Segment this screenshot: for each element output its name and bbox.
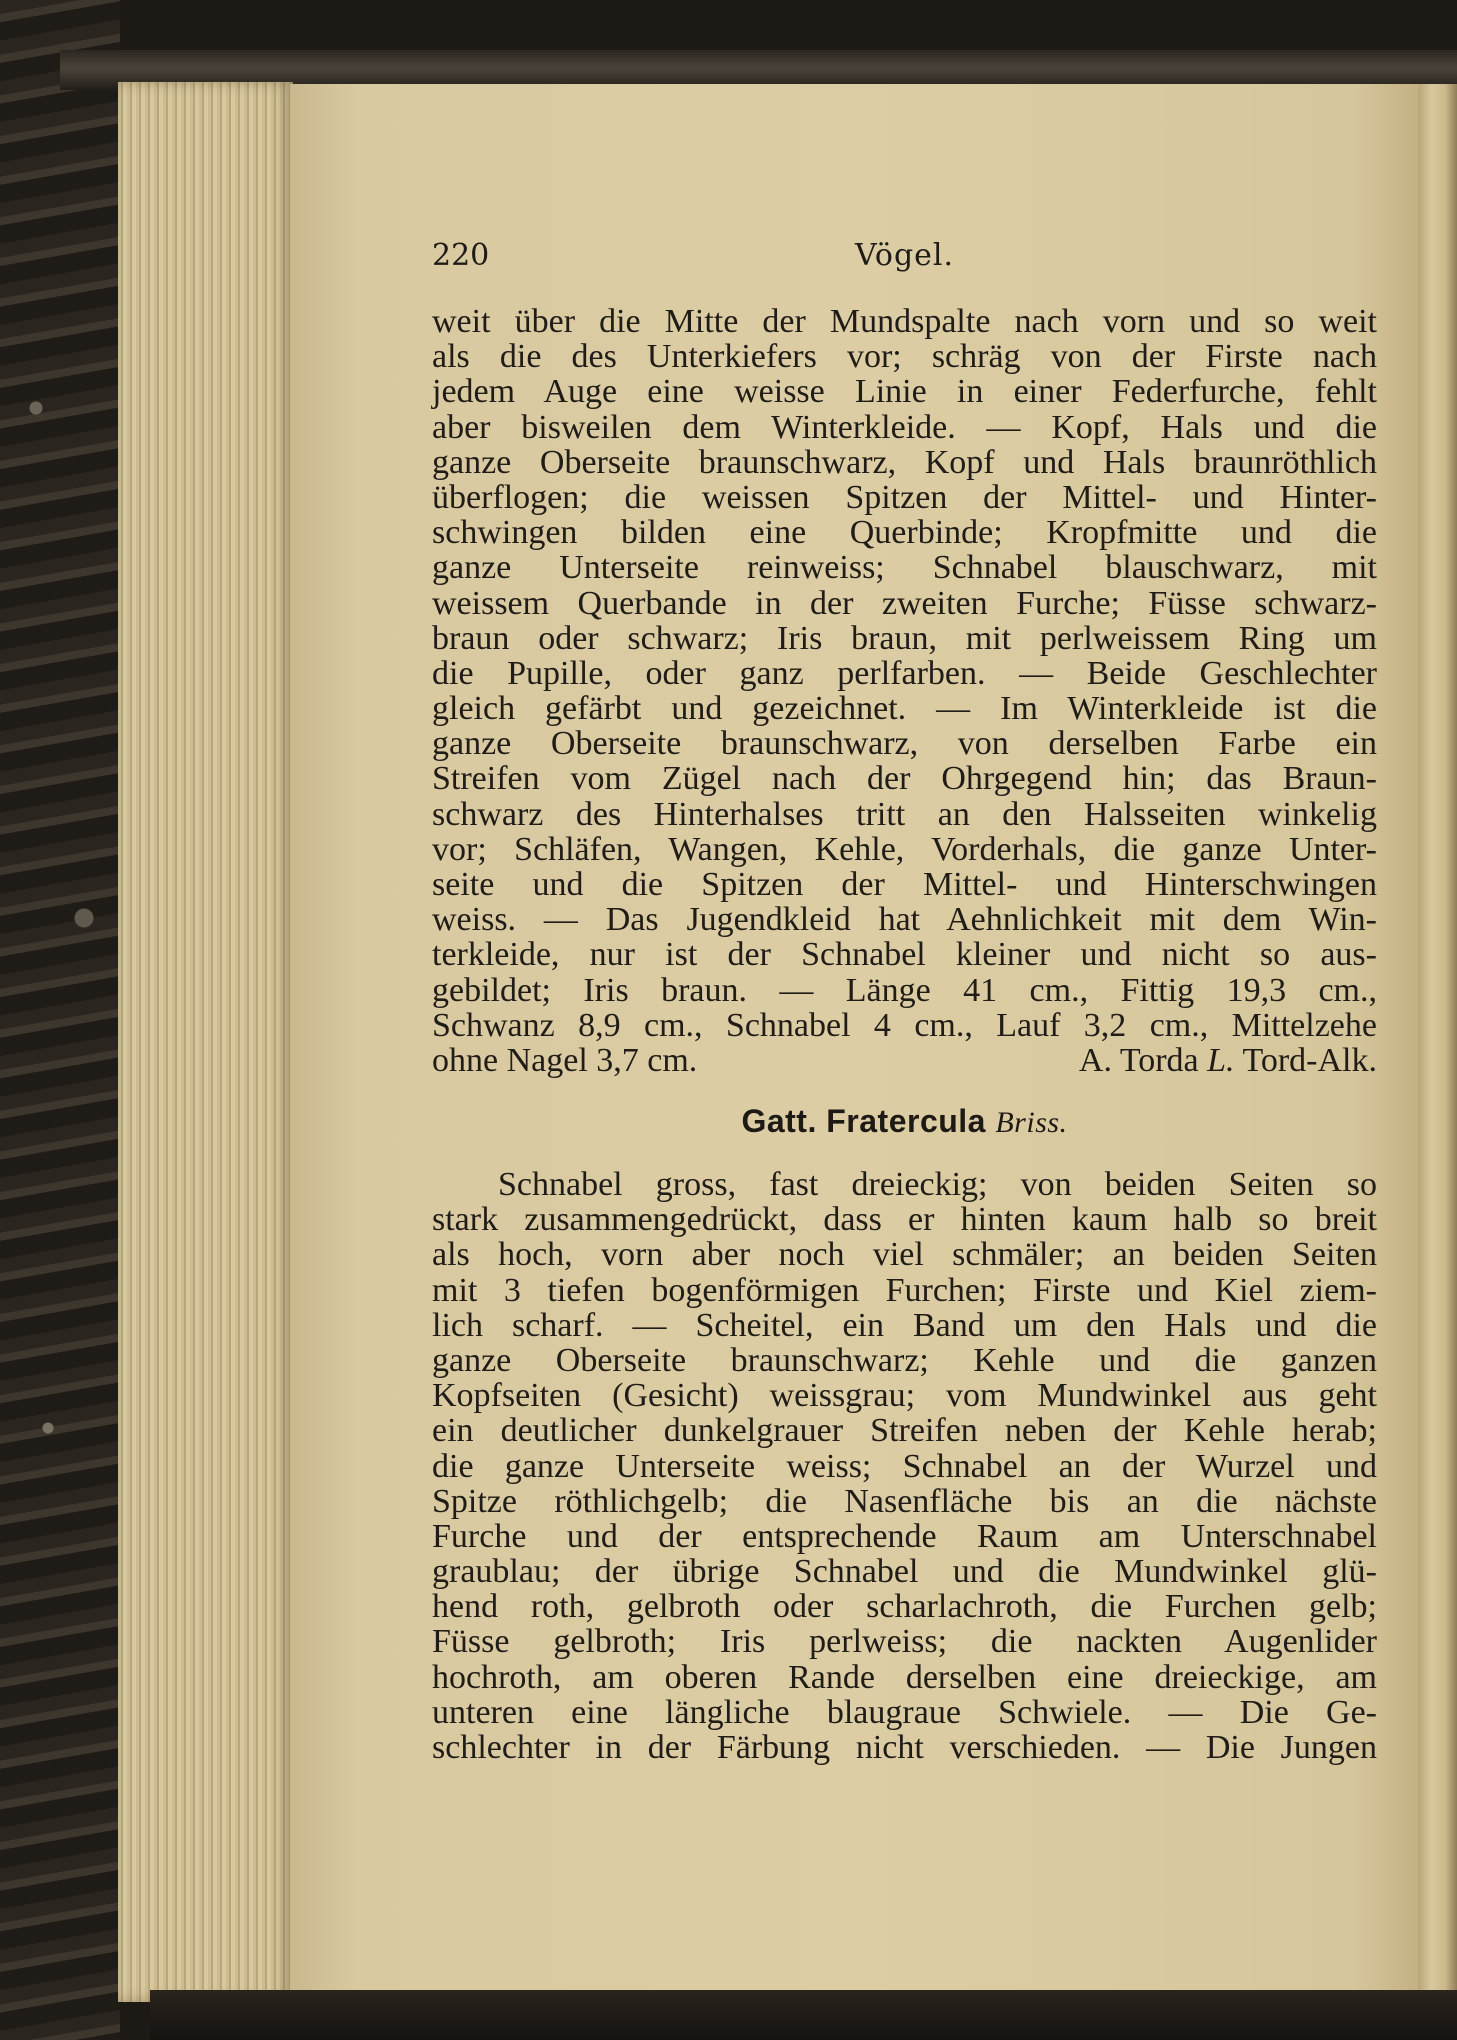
paragraph-fratercula <box>432 1167 1377 1765</box>
species-binomial: A. Torda <box>1078 1041 1199 1079</box>
text-line: als hoch, vorn aber noch viel schmäler; an beiden Seiten <box>432 1236 1377 1274</box>
text-line: jedem Auge eine weisse Linie in einer Federfurche, fehlt <box>432 373 1377 411</box>
species-line <box>432 1043 1377 1078</box>
marbled-cover-edge <box>0 0 120 2040</box>
text-line: lich scharf. — Scheitel, ein Band um den Hals und die <box>432 1306 1377 1344</box>
text-line: ganze Oberseite braunschwarz; Kehle und die ganzen <box>432 1341 1377 1379</box>
text-line: vor; Schläfen, Wangen, Kehle, Vorderhals, die ganze Unter- <box>432 830 1377 868</box>
running-head <box>432 238 1377 288</box>
text-line: Schwanz 8,9 cm., Schnabel 4 cm., Lauf 3,2 cm., Mittelzehe <box>432 1006 1377 1044</box>
text-line: weissem Querbande in der zweiten Furche; Füsse schwarz- <box>432 584 1377 622</box>
text-line: gleich gefärbt und gezeichnet. — Im Winterkleide ist die <box>432 690 1377 728</box>
species-name <box>1079 1043 1377 1078</box>
text-line: schlechter in der Färbung nicht verschieden. — Die Jungen <box>432 1729 1377 1766</box>
text-line: unteren eine längliche blaugraue Schwiele. — Die Ge- <box>432 1693 1377 1731</box>
text-line: hend roth, gelbroth oder scharlachroth, die Furchen gelb; <box>432 1588 1377 1626</box>
text-line: mit 3 tiefen bogenförmigen Furchen; Firste und Kiel ziem- <box>432 1271 1377 1309</box>
text-line: gebildet; Iris braun. — Länge 41 cm., Fittig 19,3 cm., <box>432 971 1377 1009</box>
text-line: graublau; der übrige Schnabel und die Mundwinkel glü- <box>432 1553 1377 1591</box>
text-line: Spitze röthlichgelb; die Nasenfläche bis an die nächste <box>432 1482 1377 1520</box>
genus-author: Briss. <box>995 1106 1068 1139</box>
text-line: terkleide, nur ist der Schnabel kleiner und nicht so aus- <box>432 936 1377 974</box>
text-line: die ganze Unterseite weiss; Schnabel an der Wurzel und <box>432 1447 1377 1485</box>
genus-heading <box>432 1103 1377 1140</box>
text-line: ganze Oberseite braunschwarz, von derselben Farbe ein <box>432 725 1377 763</box>
page-number: 220 <box>432 238 490 273</box>
text-line: aber bisweilen dem Winterkleide. — Kopf, Hals und die <box>432 408 1377 446</box>
text-line: ganze Unterseite reinweiss; Schnabel blauschwarz, mit <box>432 549 1377 587</box>
text-line: schwarz des Hinterhalses tritt an den Halsseiten winkelig <box>432 795 1377 833</box>
text-line: schwingen bilden eine Querbinde; Kropfmitte und die <box>432 514 1377 552</box>
text-line: stark zusammengedrückt, dass er hinten kaum halb so breit <box>432 1201 1377 1239</box>
text-line: weiss. — Das Jugendkleid hat Aehnlichkeit mit dem Win- <box>432 901 1377 939</box>
text-line: braun oder schwarz; Iris braun, mit perlweissem Ring um <box>432 619 1377 657</box>
text-line: weit über die Mitte der Mundspalte nach vorn und so weit <box>432 303 1377 340</box>
text-line: ein deutlicher dunkelgrauer Streifen neben der Kehle herab; <box>432 1412 1377 1450</box>
running-title: Vögel. <box>854 238 955 273</box>
text-line: hochroth, am oberen Rande derselben eine dreieckige, am <box>432 1658 1377 1696</box>
text-line: Schnabel gross, fast dreieckig; von beiden Seiten so <box>498 1166 1377 1203</box>
species-common-name: Tord-Alk. <box>1242 1041 1377 1079</box>
cover-bottom-edge <box>150 1990 1457 2040</box>
species-author: L. <box>1207 1041 1235 1079</box>
text-line: seite und die Spitzen der Mittel- und Hinterschwingen <box>432 866 1377 903</box>
text-line: ganze Oberseite braunschwarz, Kopf und Hals braunröthlich <box>432 443 1377 481</box>
genus-name: Gatt. Fratercula <box>741 1103 986 1139</box>
text-line: Füsse gelbroth; Iris perlweiss; die nackten Augenlider <box>432 1623 1377 1661</box>
measurement-text: ohne Nagel 3,7 cm. <box>432 1041 698 1079</box>
page-right-edge <box>1418 84 1457 2014</box>
text-line: Kopfseiten (Gesicht) weissgrau; vom Mundwinkel aus geht <box>432 1377 1377 1415</box>
text-line: die Pupille, oder ganz perlfarben. — Beide Geschlechter <box>432 654 1377 692</box>
paragraph-alca-torda <box>432 304 1377 1078</box>
text-line: als die des Unterkiefers vor; schräg von der Firste nach <box>432 338 1377 376</box>
text-line: überflogen; die weissen Spitzen der Mittel- und Hinter- <box>432 478 1377 516</box>
page-stack-edge <box>118 82 293 2002</box>
text-line: Furche und der entsprechende Raum am Unterschnabel <box>432 1517 1377 1555</box>
text-line: Streifen vom Zügel nach der Ohrgegend hin; das Braun- <box>432 760 1377 798</box>
